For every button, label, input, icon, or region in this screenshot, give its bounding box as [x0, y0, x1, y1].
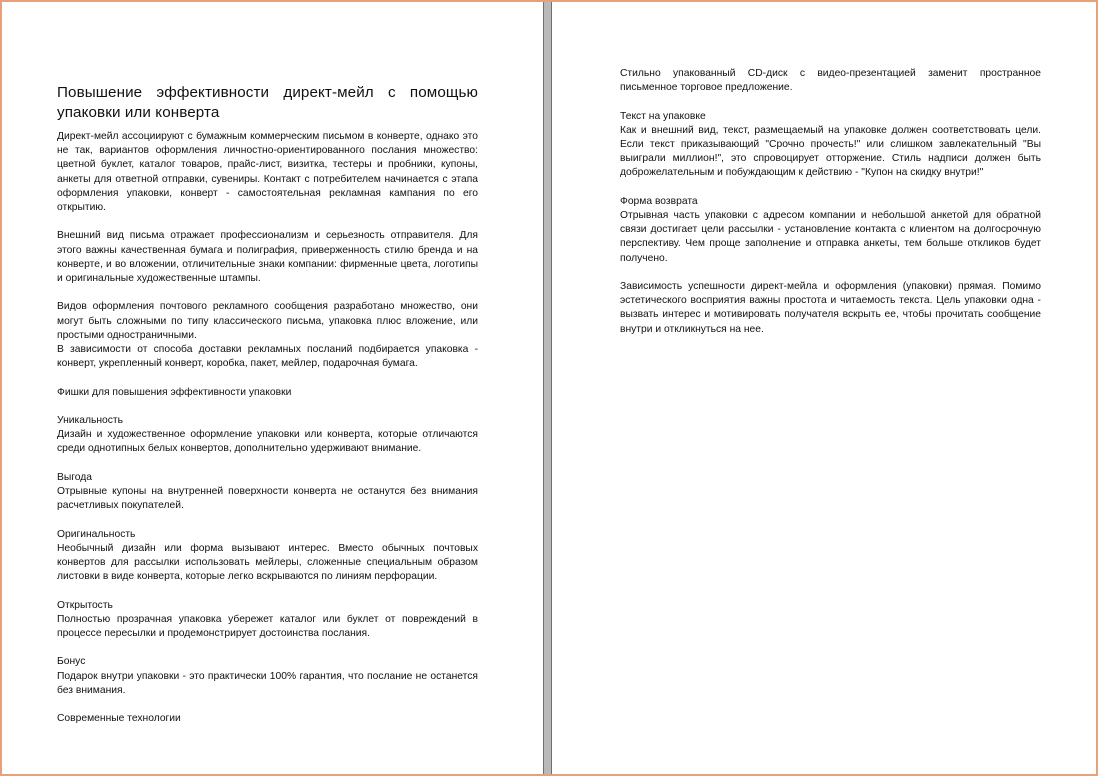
document-page-1 — [2, 2, 543, 774]
section-heading-benefit: Выгода — [57, 471, 93, 483]
page-2-content — [620, 67, 1041, 337]
types-paragraph: Видов оформления почтового рекламного сообщения разработано множество, они могут быть сложными по типу классического письма, упаковка плюс вложение, или простыми одностраничными. — [57, 301, 478, 341]
cd-disk-paragraph: Стильно упакованный CD-диск с видео-презентацией заменит пространное письменное торговое предложение. — [620, 68, 1041, 94]
section-heading-uniqueness: Уникальность — [57, 415, 123, 426]
intro-paragraph: Директ-мейл ассоциируют с бумажным коммерческим письмом в конверте, однако это не так, вариантов оформления личностно-ориентированного послания множество: цветной буклет, каталог товаров, прайс-лист, визитка, тестеры и пробники, купоны, анкеты для ответной отправки, сувениры. Контакт с потребителем начинается с этапа оформления упаковки, конверт - самостоятельная рекламная кампания по его открытию. — [57, 131, 478, 214]
appearance-paragraph: Внешний вид письма отражает профессионализм и серьезность отправителя. Для этого важны качественная бумага и полиграфия, приверженность стилю бренда и на конверте, и во вложении, отличительные знаки компании: фирменные цвета, логотипы и оригинальные художественные штампы. — [57, 230, 478, 285]
section-text-openness: Полностью прозрачная упаковка убережет каталог или буклет от повреждений в процессе пересылки и продемонстрирует достоинства послания. — [57, 613, 478, 639]
features-heading: Фишки для повышения эффективности упаковки — [57, 386, 292, 398]
document-title: Повышение эффективности директ-мейл с помощью упаковки или конверта — [57, 84, 478, 121]
conclusion-paragraph: Зависимость успешности директ-мейла и оформления (упаковки) прямая. Помимо эстетического восприятия важны простота и читаемость текста. Цель упаковки одна - вызвать интерес и мотивировать получателя вскрыть ее, чтобы прочитать сообщение внутри и откликнуться на нее. — [620, 281, 1041, 335]
section-heading-bonus: Бонус — [57, 656, 86, 668]
section-heading-package-text: Текст на упаковке — [620, 110, 706, 122]
section-text-bonus: Подарок внутри упаковки - это практически 100% гарантия, что послание не останется без внимания. — [57, 670, 478, 696]
section-text-return-form: Отрывная часть упаковки с адресом компании и небольшой анкетой для обратной связи достигает цели рассылки - установление контакта с клиентом на долгосрочную перспективу. Чем проще заполнение и отправка анкеты, тем больше откликов будет получено. — [620, 210, 1041, 264]
section-text-benefit: Отрывные купоны на внутренней поверхности конверта не останутся без внимания расчетливых покупателей. — [57, 486, 478, 512]
page-separator — [543, 2, 552, 774]
section-heading-technologies: Современные технологии — [57, 713, 181, 725]
section-text-uniqueness: Дизайн и художественное оформление упаковки или конверта, которые отличаются среди однотипных белых конвертов, дополнительно удерживают внимание. — [57, 429, 478, 455]
section-text-package-text: Как и внешний вид, текст, размещаемый на упаковке должен соответствовать цели. Если текст приказывающий "Срочно прочесть!" или слишком завлекательный "Вы выиграли миллион!", это спровоцирует отторжение. Стиль надписи должен быть доброжелательным и побуждающим к действию - "Купон на скидку внутри!" — [620, 124, 1041, 179]
section-heading-openness: Открытость — [57, 599, 113, 611]
section-heading-return-form: Форма возврата — [620, 195, 698, 207]
section-text-originality: Необычный дизайн или форма вызывают интерес. Вместо обычных почтовых конвертов для рассылки использовать мейлеры, сложенные специальным образом листовки в виде конверта, которые легко вскрываются по линиям перфорации. — [57, 542, 478, 583]
page-1-content — [57, 83, 478, 726]
delivery-paragraph: В зависимости от способа доставки рекламных посланий подбирается упаковка - конверт, укрепленный конверт, коробка, пакет, мейлер, подарочная бумага. — [57, 344, 478, 370]
section-heading-originality: Оригинальность — [57, 528, 136, 540]
document-page-2 — [552, 2, 1096, 774]
